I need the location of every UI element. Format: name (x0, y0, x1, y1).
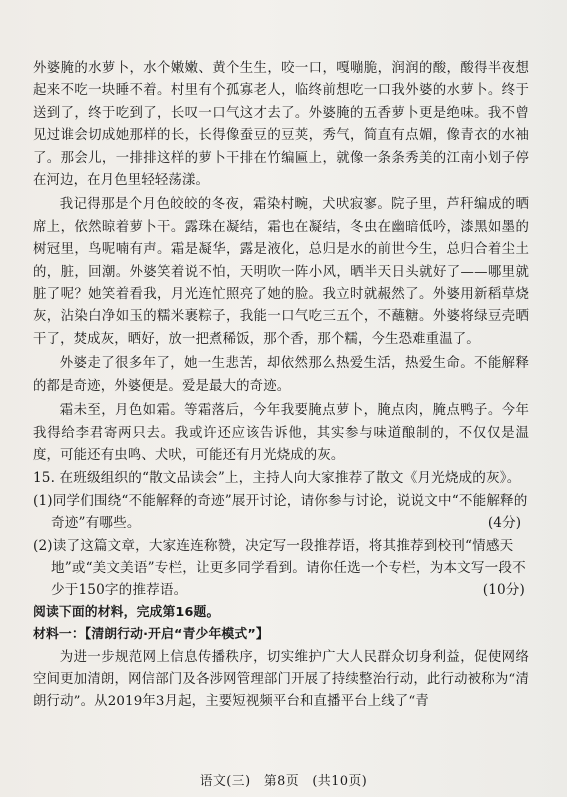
question-15-part-2-score: (10分) (482, 582, 525, 599)
page-footer: 语文(三) 第8页 (共10页) (199, 774, 368, 789)
question-15-part-2 (33, 535, 529, 602)
question-15-part-1-text: (1)同学们围绕“不能解释的奇迹”展开讨论，请你参与讨论，说说文中“不能解释的奇迹”有哪些。 (33, 492, 528, 532)
passage-paragraph-4: 霜未至，月色如霜。等霜落后，今年我要腌点萝卜，腌点肉，腌点鸭子。今年我得给李君寄两只去。我或许还应该告诉他，其实参与味道酿制的，不仅仅是温度，可能还有虫鸣、犬吠，可能还有月光烧成的灰。 (33, 403, 529, 463)
material-1-text: 为进一步规范网上信息传播秩序，切实维护广大人民群众切身利益，促使网络空间更加清朗，网信部门及各涉网管理部门开展了持续整治行动，此行动被称为“清朗行动”。从2019年3月起，主要短视频平台和直播平台上线了“青 (33, 649, 529, 710)
question-15-part-1 (33, 490, 529, 535)
passage-paragraph-1: 外婆腌的水萝卜，水个嫩嫩、黄个生生，咬一口，嘎嘣脆，润润的酸，酸得半夜想起来不吃一块睡不着。村里有个孤寡老人，临终前想吃一口我外婆的水萝卜。终于送到了，终于吃到了，长叹一口气这才去了。外婆腌的五香萝卜更是绝味。我不曾见过谁会切成她那样的长，长得像蚕豆的豆荚，秀气，简直有点媚，像青衣的水袖了。那会儿，一排排这样的萝卜干排在竹编匾上，就像一条条秀美的江南小划子停在河边，在月色里轻轻荡漾。 (33, 61, 529, 189)
passage-paragraph-3: 外婆走了很多年了，她一生悲苦，却依然那么热爱生活，热爱生命。不能解释的都是奇迹，外婆便是。爱是最大的奇迹。 (33, 356, 529, 394)
material-1-label: 材料一：【清朗行动·开启“青少年模式”】 (33, 627, 269, 643)
passage-paragraph-2: 我记得那是个月色皎皎的冬夜，霜染村畹，犬吠寂寥。院子里，芦秆编成的晒席上，依然晾着萝卜干。露珠在凝结，霜也在凝结，冬虫在幽暗低吟，漆黑如墨的树冠里，鸟呢喃有声。霜是凝华，露是液化，总归是水的前世今生，总归合着尘土的，脏，回潮。外婆笑着说不怕，天明吹一阵小风，晒半天日头就好了——哪里就脏了呢？她笑着看我，月光连忙照亮了她的脸。我立时就赧然了。外婆用新稻草烧灰，沾染白净如玉的糯米裹粽子，我能一口气吃三五个，不蘸糖。外婆将绿豆壳晒干了，焚成灰，晒好，放一把煮稀饭，那个香，那个糯，今生恐难重温了。 (33, 197, 529, 347)
question-15-part-1-score: (4分) (487, 515, 522, 532)
page-content (33, 58, 529, 714)
question-15-part-2-text: (2)读了这篇文章，大家连连称赞，决定写一段推荐语，将其推荐到校刊“情感天地”或“美文美语”专栏，让更多同学看到。请你任选一个专栏，为本文写一段不少于150字的推荐语。 (33, 537, 526, 599)
question-15-stem: 15. 在班级组织的“散文品读会”上，主持人向大家推荐了散文《月光烧成的灰》。 (33, 470, 521, 487)
section-16-heading: 阅读下面的材料，完成第16题。 (33, 604, 220, 620)
